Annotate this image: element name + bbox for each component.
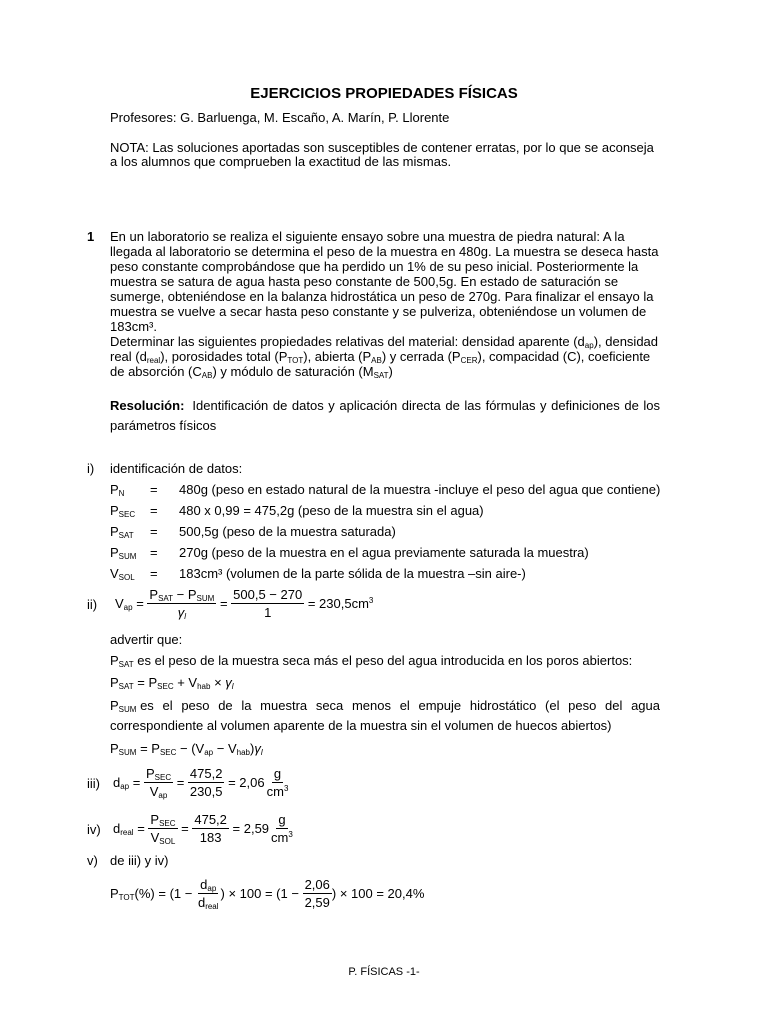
determine-line-2: real $(d_{real})$, porosidades total $(P_{TOT})$, abierta $(P_{AB})$ y cerrada $(P_{CER})$, compacidad (C), coeficiente: [110, 349, 651, 365]
step-i-heading: identificación de datos:: [110, 461, 243, 476]
formula-vap: $V_{ap}$ = $\frac{P_{SAT} - P_{SUM}}{\gamma_l}$ = $\frac{500,5 - 270}{1}$ = $230,5cm^3$: [115, 587, 374, 621]
determine-line-1: Determinar las siguientes propiedades relativas del material: densidad aparente $(d_{ap})$, densidad: [110, 334, 659, 350]
step-i-marker: i): [87, 461, 95, 476]
data-row-eq: =: [150, 503, 158, 518]
data-row-value: 480 x 0,99 = 475,2g (peso de la muestra sin el agua): [179, 503, 484, 518]
formula-psum: $P_{SUM} = P_{SEC} - (V_{ap} - V_{hab})\gamma_l$: [110, 741, 263, 757]
nota-line-2: a los alumnos que comprueben la exactitud de las mismas.: [110, 154, 452, 169]
data-row-eq: =: [150, 524, 158, 539]
statement-line: peso constante comprobándose que ha perdido un 1% de su peso inicial. Posteriormente la: [110, 259, 639, 274]
statement-line: muestra se vuelve a secar hasta peso constante y se pulveriza, obteniéndose un volumen de: [110, 304, 647, 319]
psum-explanation-2: correspondiente al volumen aparente de la muestra sin el volumen de huecos abiertos): [110, 718, 612, 733]
data-row-sym: $V_{SOL}$: [110, 566, 135, 582]
step-ii-marker: ii): [87, 597, 98, 612]
data-row-sym: $P_{SEC}$: [110, 503, 136, 519]
resolution-line-2: parámetros físicos: [110, 418, 217, 433]
data-row-eq: =: [150, 545, 158, 560]
nota-line-1: NOTA: Las soluciones aportadas son susceptibles de contener erratas, por lo que se aconseja: [110, 140, 654, 155]
exercise-number: 1: [87, 229, 95, 244]
determine-line-3: de absorción $(C_{AB})$ y módulo de saturación $(M_{SAT})$: [110, 364, 393, 380]
page-footer: P. FÍSICAS -1-: [348, 966, 420, 978]
exercise-statement: [110, 229, 660, 379]
formula-psat: $P_{SAT} = P_{SEC} + V_{hab} \times \gamma_l$: [110, 675, 234, 691]
statement-line: llegada al laboratorio se determina el peso de la muestra en 480g. La muestra se deseca hasta: [110, 244, 659, 259]
data-row-value: 500,5g (peso de la muestra saturada): [179, 524, 396, 539]
page-title: EJERCICIOS PROPIEDADES FÍSICAS: [250, 85, 518, 102]
data-row-sym: $P_{SAT}$: [110, 524, 134, 540]
data-row-sym: $P_N$: [110, 482, 125, 498]
advert-text: advertir que:: [110, 632, 183, 647]
data-row-eq: =: [150, 566, 158, 581]
statement-line: muestra se satura de agua hasta peso constante de 500,5g. En estado de saturación se: [110, 274, 619, 289]
step-v-marker: v): [87, 853, 98, 868]
data-row-value: 480g (peso en estado natural de la muestra -incluye el peso del agua que contiene): [179, 482, 661, 497]
step-v-text: de iii) y iv): [110, 853, 169, 868]
data-row-value: 270g (peso de la muestra en el agua previamente saturada la muestra): [179, 545, 589, 560]
data-row-eq: =: [150, 482, 158, 497]
formula-dap: $d_{ap}$ = $\frac{P_{SEC}}{V_{ap}}$ = $\frac{475,2}{230,5}$ = 2,06 $\frac{g}{cm^3}$: [113, 766, 289, 800]
data-row-sym: $P_{SUM}$: [110, 545, 137, 561]
formula-ptot: $P_{TOT}(\%) = (1$ − $\frac{d_{ap}}{d_{real}}$ ) × 100 = (1 − $\frac{2,06}{2,59}$ ) × 100 = 20,4%: [110, 877, 425, 911]
step-iii-marker: iii): [87, 776, 100, 791]
statement-line: sumerge, obteniéndose en la balanza hidrostática un peso de 270g. Para finalizar el ensayo la: [110, 289, 654, 304]
professors: Profesores: G. Barluenga, M. Escaño, A. Marín, P. Llorente: [110, 110, 450, 125]
resolution-line-1: Resolución: Identificación de datos y aplicación directa de las fórmulas y definiciones de los: [110, 398, 660, 413]
formula-dreal: $d_{real}$ = $\frac{P_{SEC}}{V_{SOL}}$ = $\frac{475,2}{183}$ = 2,59 $\frac{g}{cm^3}$: [113, 812, 293, 846]
resolution-label: Resolución:: [110, 398, 185, 413]
step-iv-marker: iv): [87, 822, 101, 837]
psum-explanation-1: $P_{SUM}$ es el peso de la muestra seca menos el empuje hidrostático (el peso del agua: [110, 698, 660, 714]
psat-explanation: $P_{SAT}$ es el peso de la muestra seca más el peso del agua introducida en los poros abiertos:: [110, 653, 633, 669]
statement-line: En un laboratorio se realiza el siguiente ensayo sobre una muestra de piedra natural: A la: [110, 229, 625, 244]
data-row-value: 183cm³ (volumen de la parte sólida de la muestra –sin aire-): [179, 566, 526, 581]
statement-line: 183cm³.: [110, 319, 157, 334]
